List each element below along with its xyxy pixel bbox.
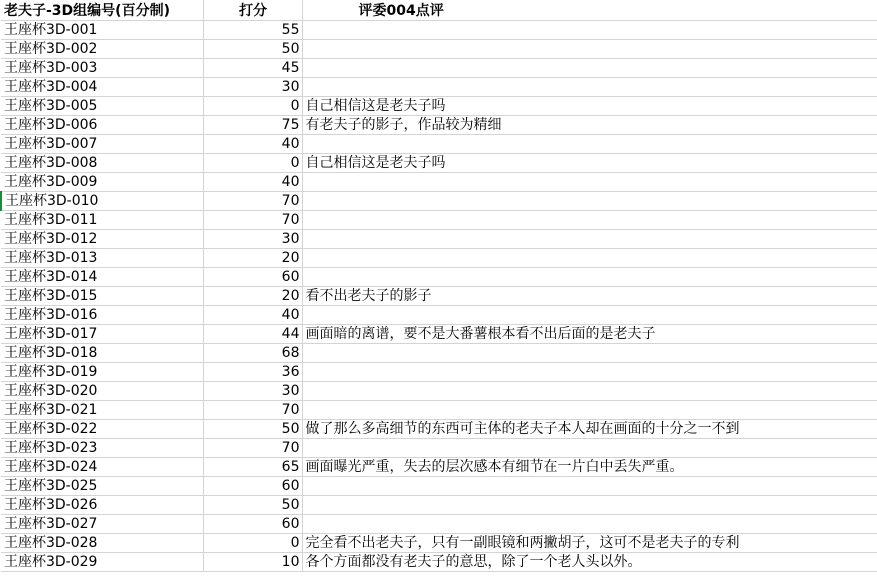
cell-comment[interactable] — [302, 362, 877, 381]
cell-id[interactable]: 王座杯3D-016 — [1, 305, 203, 324]
cell-id[interactable]: 王座杯3D-011 — [1, 210, 203, 229]
cell-score[interactable]: 50 — [203, 39, 302, 58]
cell-id[interactable]: 王座杯3D-002 — [1, 39, 203, 58]
cell-comment[interactable] — [302, 476, 877, 495]
cell-score[interactable]: 60 — [203, 476, 302, 495]
cell-score[interactable]: 10 — [203, 552, 302, 571]
cell-comment[interactable] — [302, 172, 877, 191]
cell-id[interactable]: 王座杯3D-017 — [1, 324, 203, 343]
table-row — [1, 267, 877, 286]
cell-id[interactable]: 王座杯3D-022 — [1, 419, 203, 438]
cell-score[interactable]: 70 — [203, 438, 302, 457]
comment-text: 看不出老夫子的影子 — [305, 287, 432, 304]
table-row — [1, 495, 877, 514]
comment-text: 自己相信这是老夫子吗 — [305, 154, 446, 171]
cell-comment[interactable] — [302, 77, 877, 96]
cell-score[interactable]: 50 — [203, 495, 302, 514]
cell-comment[interactable] — [302, 267, 877, 286]
cell-comment[interactable] — [302, 495, 877, 514]
table-row — [1, 324, 877, 343]
cell-comment[interactable] — [302, 153, 877, 172]
header-id[interactable]: 老夫子-3D组编号(百分制) — [1, 0, 203, 20]
cell-id[interactable]: 王座杯3D-020 — [1, 381, 203, 400]
cell-score[interactable]: 30 — [203, 381, 302, 400]
cell-id[interactable]: 王座杯3D-025 — [1, 476, 203, 495]
table-row — [1, 229, 877, 248]
table-row — [1, 77, 877, 96]
comment-text: 做了那么多高细节的东西可主体的老夫子本人却在画面的十分之一不到 — [305, 420, 740, 437]
cell-id[interactable]: 王座杯3D-021 — [1, 400, 203, 419]
cell-score[interactable]: 55 — [203, 20, 302, 39]
cell-id[interactable]: 王座杯3D-010 — [1, 191, 203, 210]
cell-score[interactable]: 40 — [203, 305, 302, 324]
table-row — [1, 362, 877, 381]
table-row — [1, 457, 877, 476]
cell-id[interactable]: 王座杯3D-026 — [1, 495, 203, 514]
cell-comment[interactable] — [302, 438, 877, 457]
cell-id[interactable]: 王座杯3D-028 — [1, 533, 203, 552]
cell-comment[interactable] — [302, 533, 877, 552]
cell-comment[interactable] — [302, 210, 877, 229]
cell-score[interactable]: 68 — [203, 343, 302, 362]
header-comment[interactable]: 评委004点评 — [302, 0, 877, 20]
cell-comment[interactable] — [302, 514, 877, 533]
cell-score[interactable]: 30 — [203, 77, 302, 96]
cell-id[interactable]: 王座杯3D-005 — [1, 96, 203, 115]
table-row — [1, 58, 877, 77]
comment-text: 有老夫子的影子，作品较为精细 — [305, 116, 502, 133]
cell-comment[interactable] — [302, 115, 877, 134]
cell-score[interactable]: 30 — [203, 229, 302, 248]
cell-score[interactable]: 44 — [203, 324, 302, 343]
table-row — [1, 552, 877, 571]
cell-comment[interactable] — [302, 58, 877, 77]
cell-id[interactable]: 王座杯3D-013 — [1, 248, 203, 267]
cell-id[interactable]: 王座杯3D-029 — [1, 552, 203, 571]
table-row — [1, 210, 877, 229]
cell-comment[interactable] — [302, 134, 877, 153]
cell-id[interactable]: 王座杯3D-003 — [1, 58, 203, 77]
comment-text: 画面暗的离谱，要不是大番薯根本看不出后面的是老夫子 — [305, 325, 656, 342]
cell-comment[interactable] — [302, 96, 877, 115]
cell-comment[interactable] — [302, 39, 877, 58]
comment-text: 自己相信这是老夫子吗 — [305, 97, 446, 114]
cell-score[interactable]: 65 — [203, 457, 302, 476]
cell-id[interactable]: 王座杯3D-024 — [1, 457, 203, 476]
table-row — [1, 343, 877, 362]
cell-comment[interactable] — [302, 305, 877, 324]
cell-score[interactable]: 20 — [203, 286, 302, 305]
table-row — [1, 115, 877, 134]
table-row — [1, 172, 877, 191]
table-row — [1, 419, 877, 438]
cell-score[interactable]: 0 — [203, 96, 302, 115]
comment-text: 画面曝光严重，失去的层次感本有细节在一片白中丢失严重。 — [305, 458, 684, 475]
cell-id[interactable]: 王座杯3D-008 — [1, 153, 203, 172]
cell-score[interactable]: 40 — [203, 134, 302, 153]
cell-comment[interactable] — [302, 324, 877, 343]
table-row — [1, 305, 877, 324]
table-row — [1, 134, 877, 153]
cell-id[interactable]: 王座杯3D-012 — [1, 229, 203, 248]
cell-id[interactable]: 王座杯3D-014 — [1, 267, 203, 286]
cell-score[interactable]: 40 — [203, 172, 302, 191]
cell-id[interactable]: 王座杯3D-006 — [1, 115, 203, 134]
cell-comment[interactable] — [302, 20, 877, 39]
table-row — [1, 39, 877, 58]
cell-id[interactable]: 王座杯3D-019 — [1, 362, 203, 381]
cell-score[interactable]: 70 — [203, 210, 302, 229]
header-score[interactable]: 打分 — [203, 0, 302, 20]
table-row — [1, 286, 877, 305]
table-row — [1, 514, 877, 533]
cell-score[interactable]: 70 — [203, 191, 302, 210]
cell-comment[interactable] — [302, 381, 877, 400]
cell-comment[interactable] — [302, 552, 877, 571]
cell-comment[interactable] — [302, 457, 877, 476]
table-row — [1, 381, 877, 400]
cell-score[interactable]: 0 — [203, 533, 302, 552]
cell-id[interactable]: 王座杯3D-018 — [1, 343, 203, 362]
cell-score[interactable]: 70 — [203, 400, 302, 419]
table-row — [1, 153, 877, 172]
cell-id[interactable]: 王座杯3D-027 — [1, 514, 203, 533]
header-row — [1, 0, 877, 20]
table-row — [1, 96, 877, 115]
cell-comment[interactable] — [302, 419, 877, 438]
cell-comment[interactable] — [302, 286, 877, 305]
table-row — [1, 191, 877, 210]
cell-id[interactable]: 王座杯3D-009 — [1, 172, 203, 191]
table-row — [1, 400, 877, 419]
cell-comment[interactable] — [302, 343, 877, 362]
cell-comment[interactable] — [302, 191, 877, 210]
comment-text: 完全看不出老夫子，只有一副眼镜和两撇胡子，这可不是老夫子的专利 — [305, 534, 740, 551]
table-row — [1, 20, 877, 39]
cell-score[interactable]: 45 — [203, 58, 302, 77]
comment-text: 各个方面都没有老夫子的意思，除了一个老人头以外。 — [305, 553, 642, 570]
table-row — [1, 438, 877, 457]
table-row — [1, 248, 877, 267]
cell-id[interactable]: 王座杯3D-001 — [1, 20, 203, 39]
cell-score[interactable]: 36 — [203, 362, 302, 381]
cell-score[interactable]: 0 — [203, 153, 302, 172]
cell-comment[interactable] — [302, 229, 877, 248]
cell-score[interactable]: 75 — [203, 115, 302, 134]
cell-score[interactable]: 20 — [203, 248, 302, 267]
table-row — [1, 533, 877, 552]
cell-id[interactable]: 王座杯3D-023 — [1, 438, 203, 457]
cell-score[interactable]: 60 — [203, 514, 302, 533]
cell-comment[interactable] — [302, 248, 877, 267]
cell-id[interactable]: 王座杯3D-004 — [1, 77, 203, 96]
cell-score[interactable]: 60 — [203, 267, 302, 286]
cell-id[interactable]: 王座杯3D-015 — [1, 286, 203, 305]
cell-id[interactable]: 王座杯3D-007 — [1, 134, 203, 153]
cell-comment[interactable] — [302, 400, 877, 419]
table-row — [1, 476, 877, 495]
cell-score[interactable]: 50 — [203, 419, 302, 438]
